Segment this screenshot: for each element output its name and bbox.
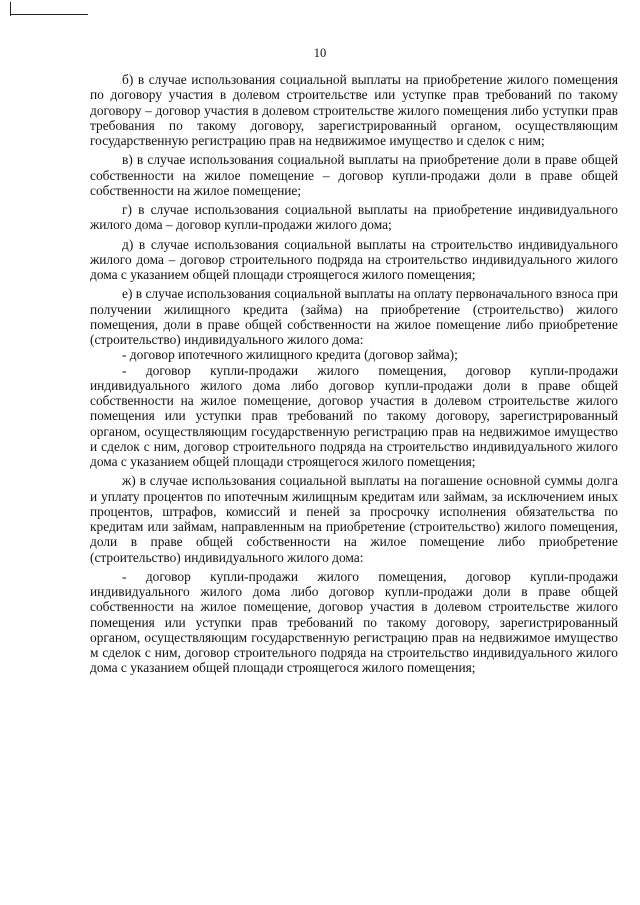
paragraph-e: е) в случае использования социальной выплаты на оплату первоначального взноса при получении жилищного кредита (займа) на приобретение (строительство) жилого помещения, доли в праве общей собственности на жилое помещение либо приобретение (строительство) индивидуального жилого дома: (90, 286, 618, 347)
scan-mark-corner (10, 2, 11, 16)
paragraph-b: б) в случае использования социальной выплаты на приобретение жилого помещения по договору участия в долевом строительстве или уступке прав требований по такому договору – договор участия в долевом строительстве жилого помещения либо уступки прав требования по такому договору, зарегистрированный органом, осуществляющим государственную регистрацию прав на недвижимое имущество и сделок с ним; (90, 72, 618, 148)
list-item-purchase-contract: - договор купли-продажи жилого помещения, договор купли-продажи индивидуального жилого дома либо договор купли-продажи доли в праве общей собственности на жилое помещение, договор участия в долевом строительстве жилого помещения или уступки прав требований по такому договору, зарегистрированный органом, осуществляющим государственную регистрацию прав на недвижимое имущество и сделок с ним, договор строительного подряда на строительство индивидуального жилого дома с указанием общей площади строящегося жилого помещения; (90, 362, 618, 469)
paragraph-g: г) в случае использования социальной выплаты на приобретение индивидуального жилого дома – договор купли-продажи жилого дома; (90, 202, 618, 233)
list-item-purchase-contract-2: - договор купли-продажи жилого помещения, договор купли-продажи индивидуального жилого дома либо договор купли-продажи доли в праве общей собственности на жилое помещение, договор участия в долевом строительстве жилого помещения или уступки прав требований по такому договору, зарегистрированный органом, осуществляющим государственную регистрацию прав на недвижимое имущество м сделок с ним, договор строительного подряда на строительство индивидуального жилого дома с указанием общей площади строящегося жилого помещения; (90, 568, 618, 676)
list-item-mortgage-contract: - договор ипотечного жилищного кредита (договор займа); (122, 347, 458, 363)
paragraph-zh: ж) в случае использования социальной выплаты на погашение основной суммы долга и уплату процентов по ипотечным жилищным кредитам или займам, за исключением иных процентов, штрафов, комиссий и пеней за просрочку исполнения обязательства по кредитам или займам, направленным на приобретение (строительство) жилого помещения, доли в праве общей собственности на жилое помещение либо приобретение (строительство) индивидуального жилого дома: (90, 473, 618, 565)
paragraph-d: д) в случае использования социальной выплаты на строительство индивидуального жилого дома – договор строительного подряда на строительство индивидуального жилого дома с указанием общей площади строящегося жилого помещения; (90, 236, 618, 282)
scan-mark-top-left (10, 14, 88, 15)
paragraph-v: в) в случае использования социальной выплаты на приобретение доли в праве общей собственности на жилое помещение – договор купли-продажи доли в праве общей собственности на жилое помещение; (90, 152, 618, 198)
page-number: 10 (313, 46, 327, 60)
document-body (90, 72, 618, 676)
